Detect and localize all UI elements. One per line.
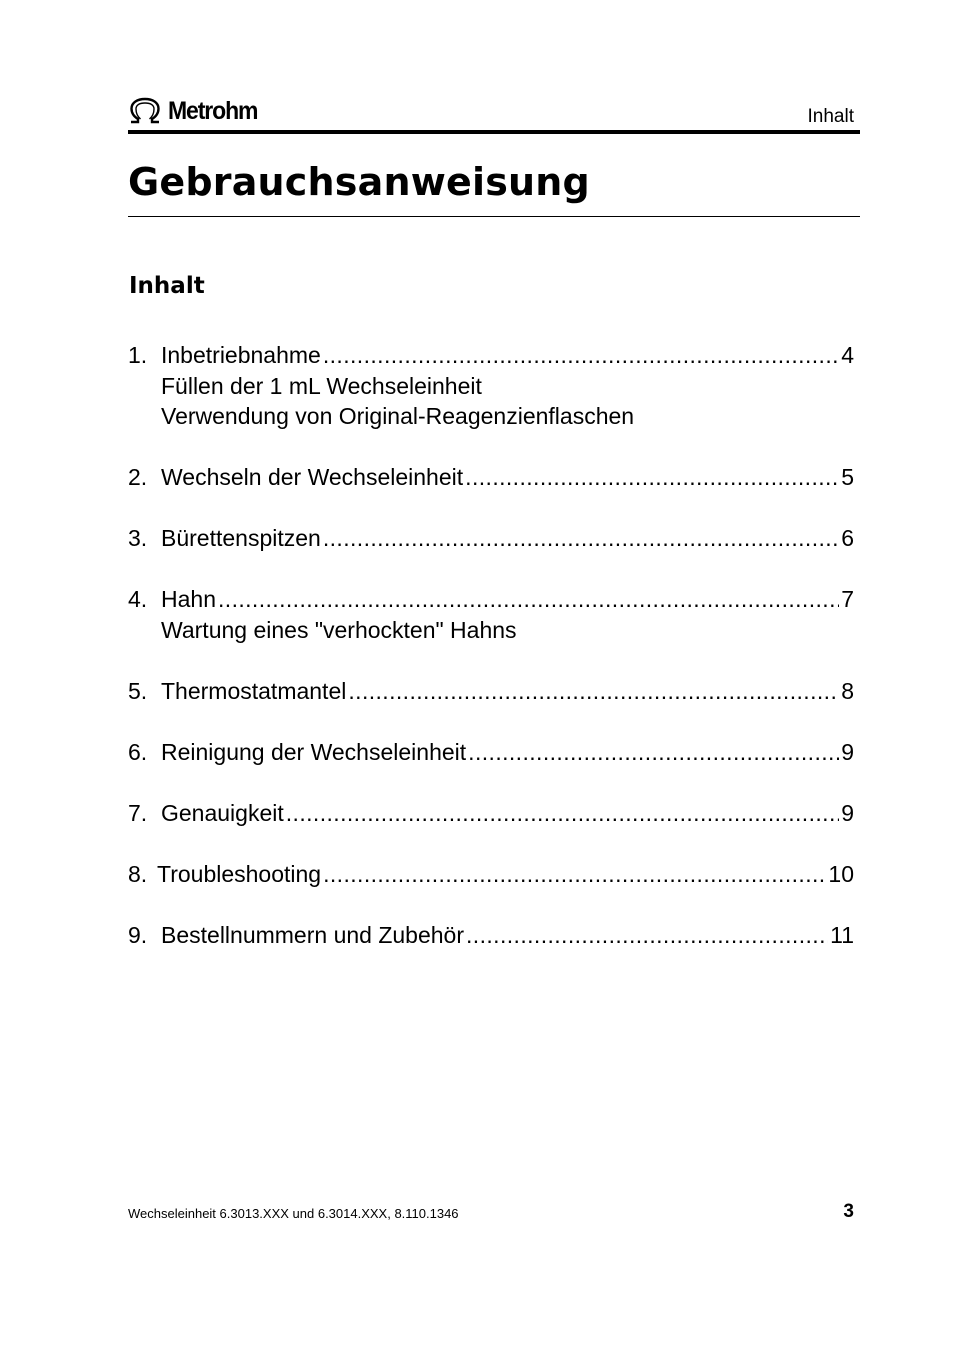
toc-number: 5. xyxy=(128,677,148,704)
toc-leader-dots xyxy=(286,798,839,829)
toc-page-number: 5 xyxy=(841,464,854,490)
toc-entry xyxy=(128,676,854,707)
toc-number: 4. xyxy=(128,586,148,612)
toc-title: Hahn xyxy=(161,586,216,612)
toc-leader-dots xyxy=(465,462,839,493)
toc-number: 2. xyxy=(128,464,148,490)
toc-leader-dots xyxy=(466,920,828,951)
toc-line xyxy=(128,340,854,371)
toc-page-number: 10 xyxy=(828,860,854,887)
footer-page-number: 3 xyxy=(843,1201,854,1222)
toc-entry xyxy=(128,920,854,951)
toc-entry xyxy=(128,462,854,493)
table-of-contents xyxy=(128,340,854,981)
toc-page-number: 9 xyxy=(841,799,854,826)
toc-page-number: 7 xyxy=(841,586,854,612)
toc-line xyxy=(128,798,854,829)
toc-entry xyxy=(128,584,854,645)
toc-leader-dots xyxy=(323,340,839,371)
toc-number: 9. xyxy=(128,921,148,948)
toc-title: Bestellnummern und Zubehör xyxy=(161,921,464,948)
brand-name: Metrohm xyxy=(168,96,258,125)
toc-subitem: Verwendung von Original-Reagenzienflaschen xyxy=(161,403,635,429)
footer-document-info: Wechseleinheit 6.3013.XXX und 6.3014.XXX, 8.110.1346 xyxy=(128,1206,459,1221)
page-title: Gebrauchsanweisung xyxy=(128,160,590,204)
toc-title: Thermostatmantel xyxy=(161,677,347,704)
toc-leader-dots xyxy=(323,859,826,890)
toc-number: 8. xyxy=(128,860,148,887)
toc-leader-dots xyxy=(348,676,839,707)
toc-page-number: 11 xyxy=(830,921,854,948)
toc-subitem: Füllen der 1 mL Wechseleinheit xyxy=(161,372,482,399)
toc-line xyxy=(128,859,854,890)
toc-entry xyxy=(128,340,854,432)
title-rule xyxy=(128,216,860,217)
page-header xyxy=(128,94,860,130)
toc-entry xyxy=(128,523,854,554)
toc-title: Bürettenspitzen xyxy=(161,525,321,551)
toc-page-number: 8 xyxy=(841,677,854,704)
toc-number: 7. xyxy=(128,799,148,826)
toc-page-number: 4 xyxy=(841,342,854,368)
toc-number: 3. xyxy=(128,525,148,551)
toc-entry xyxy=(128,798,854,829)
toc-number: 1. xyxy=(128,342,148,368)
brand-logo xyxy=(128,94,265,128)
toc-heading: Inhalt xyxy=(129,273,205,299)
omega-logo-icon xyxy=(128,97,162,125)
toc-line xyxy=(128,676,854,707)
toc-entry xyxy=(128,859,854,890)
toc-line xyxy=(128,462,854,493)
toc-title: Inbetriebnahme xyxy=(161,342,321,368)
toc-page-number: 6 xyxy=(841,525,854,551)
toc-leader-dots xyxy=(323,523,839,554)
toc-line xyxy=(128,920,854,951)
header-rule xyxy=(128,130,860,134)
toc-subitem: Wartung eines "verhockten" Hahns xyxy=(161,616,517,643)
toc-leader-dots xyxy=(468,737,839,768)
toc-line xyxy=(128,523,854,554)
toc-title: Troubleshooting xyxy=(157,860,322,887)
toc-line xyxy=(128,584,854,615)
toc-title: Genauigkeit xyxy=(161,799,284,826)
toc-page-number: 9 xyxy=(841,738,854,765)
toc-line xyxy=(128,737,854,768)
toc-leader-dots xyxy=(218,584,839,615)
toc-title: Wechseln der Wechseleinheit xyxy=(161,464,464,490)
toc-title: Reinigung der Wechseleinheit xyxy=(161,738,467,765)
toc-entry xyxy=(128,737,854,768)
header-section-label: Inhalt xyxy=(807,106,854,127)
toc-number: 6. xyxy=(128,738,148,765)
